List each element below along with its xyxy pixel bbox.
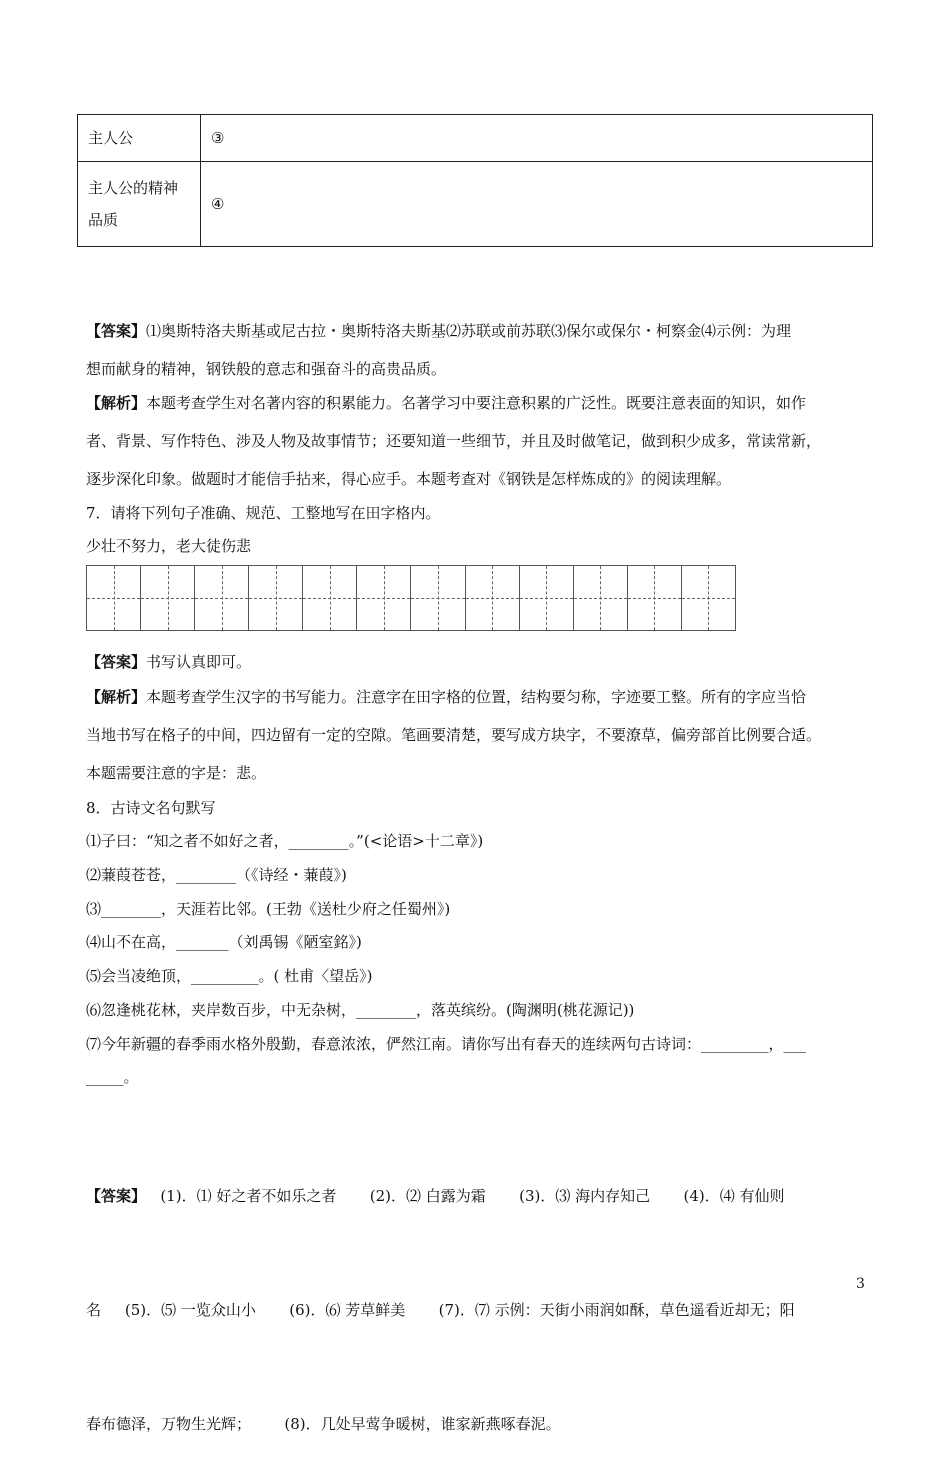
- question-8-item: ⑷山不在高，_______（刘禹锡《陋室銘》): [86, 933, 362, 951]
- answer-text: 想而献身的精神，钢铁般的意志和强奋斗的高贵品质。: [86, 360, 447, 378]
- row-label: 主人公: [78, 115, 201, 162]
- row-label: [78, 162, 201, 247]
- answer-8: [86, 1101, 876, 1481]
- question-8-item: ⑶________，天涯若比邻。(王勃《送杜少府之任蜀州》): [86, 900, 451, 918]
- answer-text: 春布德泽，万物生光辉； (8)．几处早莺争暖树，谁家新燕啄春泥。: [86, 1415, 561, 1433]
- answer-tag: 【答案】: [86, 1187, 147, 1205]
- analysis-tag: 【解析】: [86, 394, 147, 412]
- grid-cell[interactable]: [356, 565, 410, 631]
- grid-cell[interactable]: [519, 565, 573, 631]
- grid-cell[interactable]: [681, 565, 736, 631]
- grid-cell[interactable]: [140, 565, 194, 631]
- answer-text: ⑴奥斯特洛夫斯基或尼古拉・奥斯特洛夫斯基⑵苏联或前苏联⑶保尔或保尔・柯察金⑷示例：为理: [146, 322, 792, 340]
- page-number: 3: [856, 1276, 865, 1292]
- grid-cell[interactable]: [627, 565, 681, 631]
- analysis-6: [86, 384, 876, 498]
- answer-7: [86, 652, 251, 672]
- row-value: ③: [201, 115, 873, 162]
- question-8-title: 8．古诗文名句默写: [86, 799, 216, 817]
- question-8-item: _____。: [86, 1068, 139, 1086]
- grid-cell[interactable]: [465, 565, 519, 631]
- question-8-item: ⑸会当凌绝顶，_________。( 杜甫〈望岳》): [86, 967, 373, 985]
- question-8-item: ⑺今年新疆的春季雨水格外殷勤，春意浓浓，俨然江南。请你写出有春天的连续两句古诗词：_________，___: [86, 1035, 807, 1053]
- answer-tag: 【答案】: [86, 653, 147, 671]
- row-value: ④: [201, 162, 873, 247]
- row-label-line: 品质: [88, 211, 119, 229]
- analysis-7: [86, 678, 876, 792]
- answer-text: 名 (5)．⑸ 一览众山小 (6)．⑹ 芳草鲜美 (7)．⑺ 示例：天街小雨润如酥，草色遥看近却无；阳: [86, 1301, 795, 1319]
- answer-tag: 【答案】: [86, 322, 147, 340]
- tianzige-grid: [86, 565, 736, 631]
- answer-6: [86, 312, 876, 388]
- analysis-text: 本题考查学生对名著内容的积累能力。名著学习中要注意积累的广泛性。既要注意表面的知识，如作: [146, 394, 807, 412]
- analysis-text: 本题考查学生汉字的书写能力。注意字在田字格的位置，结构要匀称，字迹要工整。所有的字应当恰: [146, 688, 807, 706]
- grid-cell[interactable]: [86, 565, 140, 631]
- grid-cell[interactable]: [410, 565, 464, 631]
- grid-cell[interactable]: [573, 565, 627, 631]
- answer-text: 书写认真即可。: [146, 653, 252, 671]
- question-7-sentence: 少壮不努力，老大徒伤悲: [86, 537, 252, 555]
- grid-cell[interactable]: [302, 565, 356, 631]
- answer-text: (1)．⑴ 好之者不如乐之者 (2)．⑵ 白露为霜 (3)．⑶ 海内存知己 (4)．⑷ 有仙则: [146, 1187, 785, 1205]
- question-8-item: ⑵蒹葭苍苍，________（《诗经・蒹葭》): [86, 866, 347, 884]
- analysis-tag: 【解析】: [86, 688, 147, 706]
- table-row: [78, 115, 873, 162]
- analysis-text: 当地书写在格子的中间，四边留有一定的空隙。笔画要清楚，要写成方块字，不要潦草，偏旁部首比例要合适。: [86, 726, 822, 744]
- question-8-item: ⑴子曰：“知之者不如好之者，________。”(<论语>十二章》): [86, 832, 484, 850]
- question-8-item: ⑹忽逢桃花林，夹岸数百步，中无杂树，________，落英缤纷。(陶渊明(桃花源记)): [86, 1001, 635, 1019]
- info-table: [77, 114, 873, 247]
- row-label-line: 主人公的精神: [88, 179, 179, 197]
- analysis-text: 本题需要注意的字是：悲。: [86, 764, 267, 782]
- grid-cell[interactable]: [194, 565, 248, 631]
- table-row: [78, 162, 873, 247]
- analysis-text: 逐步深化印象。做题时才能信手拈来，得心应手。本题考查对《钢铁是怎样炼成的》的阅读理解。: [86, 470, 732, 488]
- grid-cell[interactable]: [248, 565, 302, 631]
- analysis-text: 者、背景、写作特色、涉及人物及故事情节；还要知道一些细节，并且及时做笔记，做到积少成多，常读常新，: [86, 432, 822, 450]
- question-7-title: 7．请将下列句子准确、规范、工整地写在田字格内。: [86, 504, 441, 522]
